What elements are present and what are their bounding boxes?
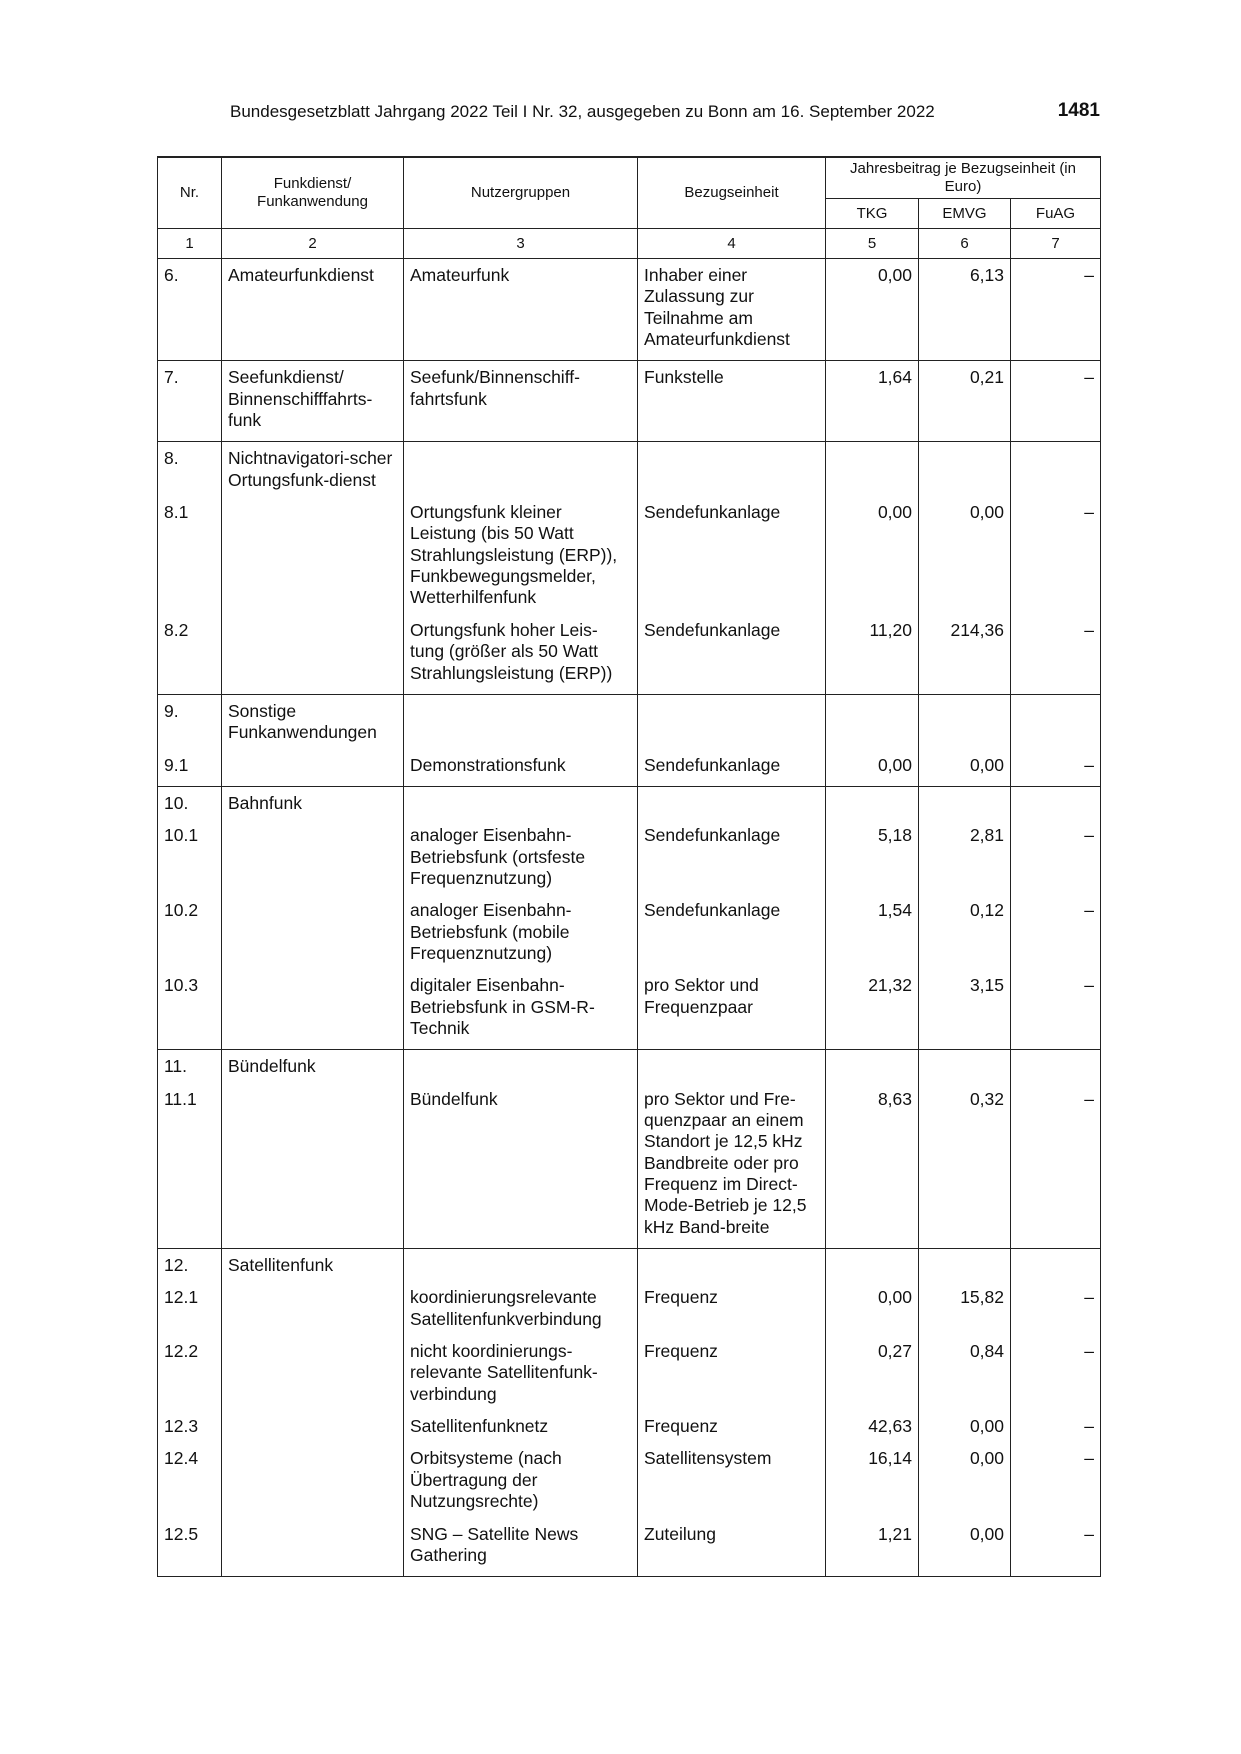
row-emvg-value: 0,84 — [919, 1333, 1011, 1408]
row-tkg-value: 1,21 — [826, 1516, 919, 1577]
row-fuag-value — [1011, 442, 1101, 494]
row-funkdienst: Amateurfunkdienst — [222, 259, 404, 361]
column-number: 2 — [222, 229, 404, 259]
row-fuag-value: – — [1011, 1408, 1101, 1440]
page-header-title: Bundesgesetzblatt Jahrgang 2022 Teil I Nr. 32, ausgegeben zu Bonn am 16. September 2022 — [230, 102, 935, 121]
row-nutzergruppe: digitaler Eisenbahn-Betriebsfunk in GSM-R-Technik — [404, 967, 638, 1050]
row-fuag-value: – — [1011, 612, 1101, 695]
row-fuag-value — [1011, 1050, 1101, 1081]
row-funkdienst — [222, 494, 404, 612]
row-tkg-value: 21,32 — [826, 967, 919, 1050]
row-bezugseinheit: Sendefunkanlage — [638, 612, 826, 695]
row-funkdienst — [222, 817, 404, 892]
table-row — [158, 817, 1101, 892]
table-row — [158, 1249, 1101, 1280]
row-emvg-value: 214,36 — [919, 612, 1011, 695]
row-bezugseinheit — [638, 1249, 826, 1280]
row-nr: 8.2 — [158, 612, 222, 695]
row-nutzergruppe: analoger Eisenbahn-Betriebsfunk (mobile Frequenznutzung) — [404, 892, 638, 967]
row-nutzergruppe — [404, 1050, 638, 1081]
column-number: 7 — [1011, 229, 1101, 259]
row-nutzergruppe: Seefunk/Binnenschiff-fahrtsfunk — [404, 361, 638, 442]
row-emvg-value — [919, 694, 1011, 746]
row-emvg-value: 0,32 — [919, 1081, 1011, 1249]
row-funkdienst: Seefunkdienst/ Binnenschifffahrts-funk — [222, 361, 404, 442]
row-emvg-value — [919, 1249, 1011, 1280]
row-fuag-value: – — [1011, 259, 1101, 361]
row-tkg-value — [826, 694, 919, 746]
row-bezugseinheit: Inhaber einer Zulassung zur Teilnahme am Amateurfunkdienst — [638, 259, 826, 361]
row-emvg-value: 0,21 — [919, 361, 1011, 442]
row-nutzergruppe: Ortungsfunk kleiner Leistung (bis 50 Watt Strahlungsleistung (ERP)), Funkbewegungsmelder, Wetterhilfenfunk — [404, 494, 638, 612]
row-bezugseinheit: pro Sektor und Fre-quenzpaar an einem Standort je 12,5 kHz Bandbreite oder pro Frequenz im Direct-Mode-Betrieb je 12,5 kHz Band-breite — [638, 1081, 826, 1249]
row-tkg-value: 5,18 — [826, 817, 919, 892]
row-funkdienst — [222, 1408, 404, 1440]
row-emvg-value: 2,81 — [919, 817, 1011, 892]
row-bezugseinheit: Sendefunkanlage — [638, 892, 826, 967]
row-bezugseinheit: Zuteilung — [638, 1516, 826, 1577]
row-fuag-value: – — [1011, 967, 1101, 1050]
col-header-bezugseinheit: Bezugseinheit — [638, 157, 826, 229]
row-funkdienst: Bahnfunk — [222, 786, 404, 817]
col-header-emvg: EMVG — [919, 199, 1011, 229]
row-fuag-value: – — [1011, 494, 1101, 612]
table-row — [158, 892, 1101, 967]
table-row — [158, 1440, 1101, 1515]
row-nutzergruppe — [404, 442, 638, 494]
row-tkg-value: 0,00 — [826, 747, 919, 787]
row-funkdienst — [222, 1333, 404, 1408]
row-nr: 12. — [158, 1249, 222, 1280]
row-tkg-value — [826, 786, 919, 817]
row-nutzergruppe: nicht koordinierungs-relevante Satellitenfunk-verbindung — [404, 1333, 638, 1408]
row-emvg-value: 0,00 — [919, 1440, 1011, 1515]
row-fuag-value: – — [1011, 817, 1101, 892]
row-nr: 10.2 — [158, 892, 222, 967]
table-row — [158, 967, 1101, 1050]
table-row — [158, 1408, 1101, 1440]
row-emvg-value: 0,00 — [919, 747, 1011, 787]
row-tkg-value — [826, 442, 919, 494]
column-number: 3 — [404, 229, 638, 259]
row-nutzergruppe: Ortungsfunk hoher Leis-tung (größer als 50 Watt Strahlungsleistung (ERP)) — [404, 612, 638, 695]
row-bezugseinheit — [638, 442, 826, 494]
row-bezugseinheit: Sendefunkanlage — [638, 494, 826, 612]
row-nr: 11. — [158, 1050, 222, 1081]
row-nr: 12.3 — [158, 1408, 222, 1440]
row-nr: 12.1 — [158, 1279, 222, 1333]
row-emvg-value: 0,00 — [919, 494, 1011, 612]
column-number: 4 — [638, 229, 826, 259]
row-bezugseinheit: Frequenz — [638, 1408, 826, 1440]
row-funkdienst: Satellitenfunk — [222, 1249, 404, 1280]
row-nr: 8.1 — [158, 494, 222, 612]
table-row — [158, 494, 1101, 612]
row-nr: 9.1 — [158, 747, 222, 787]
column-number-row — [158, 229, 1101, 259]
table-row — [158, 694, 1101, 746]
row-emvg-value — [919, 786, 1011, 817]
row-nutzergruppe — [404, 1249, 638, 1280]
row-bezugseinheit — [638, 694, 826, 746]
row-nr: 9. — [158, 694, 222, 746]
table-row — [158, 1516, 1101, 1577]
row-nr: 10.1 — [158, 817, 222, 892]
table-row — [158, 1279, 1101, 1333]
column-number: 6 — [919, 229, 1011, 259]
row-tkg-value: 1,64 — [826, 361, 919, 442]
row-tkg-value: 42,63 — [826, 1408, 919, 1440]
col-header-nr: Nr. — [158, 157, 222, 229]
col-header-jahresbeitrag: Jahresbeitrag je Bezugseinheit (in Euro) — [826, 157, 1101, 199]
row-fuag-value: – — [1011, 1081, 1101, 1249]
col-header-fuag: FuAG — [1011, 199, 1101, 229]
row-nr: 10. — [158, 786, 222, 817]
row-bezugseinheit: Frequenz — [638, 1279, 826, 1333]
table-row — [158, 1050, 1101, 1081]
row-funkdienst — [222, 747, 404, 787]
row-tkg-value: 11,20 — [826, 612, 919, 695]
row-fuag-value — [1011, 786, 1101, 817]
table-row — [158, 786, 1101, 817]
row-funkdienst: Sonstige Funkanwendungen — [222, 694, 404, 746]
row-tkg-value: 0,00 — [826, 1279, 919, 1333]
row-fuag-value — [1011, 694, 1101, 746]
row-bezugseinheit: Satellitensystem — [638, 1440, 826, 1515]
row-bezugseinheit: pro Sektor und Frequenzpaar — [638, 967, 826, 1050]
row-emvg-value: 0,00 — [919, 1408, 1011, 1440]
fee-table-header — [158, 157, 1101, 259]
row-nutzergruppe: SNG – Satellite News Gathering — [404, 1516, 638, 1577]
row-bezugseinheit — [638, 1050, 826, 1081]
row-bezugseinheit: Frequenz — [638, 1333, 826, 1408]
fee-table — [157, 156, 1101, 1577]
page-header — [156, 100, 1100, 130]
row-tkg-value — [826, 1249, 919, 1280]
row-funkdienst — [222, 1440, 404, 1515]
row-emvg-value: 6,13 — [919, 259, 1011, 361]
row-funkdienst: Nichtnavigatori-scher Ortungsfunk-dienst — [222, 442, 404, 494]
row-nutzergruppe: Orbitsysteme (nach Übertragung der Nutzungsrechte) — [404, 1440, 638, 1515]
row-nutzergruppe: Satellitenfunknetz — [404, 1408, 638, 1440]
row-tkg-value: 0,00 — [826, 259, 919, 361]
row-funkdienst — [222, 892, 404, 967]
row-tkg-value: 8,63 — [826, 1081, 919, 1249]
row-nutzergruppe: Bündelfunk — [404, 1081, 638, 1249]
row-bezugseinheit: Funkstelle — [638, 361, 826, 442]
row-nr: 12.4 — [158, 1440, 222, 1515]
row-emvg-value: 3,15 — [919, 967, 1011, 1050]
row-fuag-value: – — [1011, 747, 1101, 787]
row-nutzergruppe: Demonstrationsfunk — [404, 747, 638, 787]
row-tkg-value: 0,00 — [826, 494, 919, 612]
table-row — [158, 259, 1101, 361]
fee-table-body — [158, 259, 1101, 1577]
table-row — [158, 361, 1101, 442]
row-bezugseinheit: Sendefunkanlage — [638, 817, 826, 892]
row-fuag-value: – — [1011, 1333, 1101, 1408]
row-nr: 12.5 — [158, 1516, 222, 1577]
row-fuag-value — [1011, 1249, 1101, 1280]
row-nr: 10.3 — [158, 967, 222, 1050]
row-funkdienst — [222, 612, 404, 695]
row-emvg-value: 0,00 — [919, 1516, 1011, 1577]
row-bezugseinheit: Sendefunkanlage — [638, 747, 826, 787]
row-nutzergruppe: Amateurfunk — [404, 259, 638, 361]
row-nr: 11.1 — [158, 1081, 222, 1249]
row-nutzergruppe: koordinierungsrelevante Satellitenfunkverbindung — [404, 1279, 638, 1333]
row-tkg-value: 16,14 — [826, 1440, 919, 1515]
column-number: 5 — [826, 229, 919, 259]
table-row — [158, 442, 1101, 494]
row-funkdienst — [222, 967, 404, 1050]
row-emvg-value — [919, 1050, 1011, 1081]
row-nutzergruppe — [404, 694, 638, 746]
row-emvg-value: 0,12 — [919, 892, 1011, 967]
column-number: 1 — [158, 229, 222, 259]
row-bezugseinheit — [638, 786, 826, 817]
row-tkg-value: 1,54 — [826, 892, 919, 967]
row-nr: 8. — [158, 442, 222, 494]
row-fuag-value: – — [1011, 1279, 1101, 1333]
row-nr: 12.2 — [158, 1333, 222, 1408]
row-funkdienst — [222, 1081, 404, 1249]
row-funkdienst — [222, 1279, 404, 1333]
row-fuag-value: – — [1011, 892, 1101, 967]
row-nr: 7. — [158, 361, 222, 442]
table-row — [158, 1081, 1101, 1249]
col-header-tkg: TKG — [826, 199, 919, 229]
row-nr: 6. — [158, 259, 222, 361]
col-header-nutzergruppen: Nutzergruppen — [404, 157, 638, 229]
page-number: 1481 — [1057, 100, 1100, 121]
row-fuag-value: – — [1011, 1516, 1101, 1577]
table-row — [158, 747, 1101, 787]
row-nutzergruppe — [404, 786, 638, 817]
row-emvg-value: 15,82 — [919, 1279, 1011, 1333]
row-tkg-value: 0,27 — [826, 1333, 919, 1408]
row-nutzergruppe: analoger Eisenbahn-Betriebsfunk (ortsfeste Frequenznutzung) — [404, 817, 638, 892]
row-fuag-value: – — [1011, 361, 1101, 442]
row-funkdienst — [222, 1516, 404, 1577]
col-header-funkdienst: Funkdienst/ Funkanwendung — [222, 157, 404, 229]
row-emvg-value — [919, 442, 1011, 494]
row-tkg-value — [826, 1050, 919, 1081]
table-row — [158, 1333, 1101, 1408]
row-funkdienst: Bündelfunk — [222, 1050, 404, 1081]
table-row — [158, 612, 1101, 695]
row-fuag-value: – — [1011, 1440, 1101, 1515]
